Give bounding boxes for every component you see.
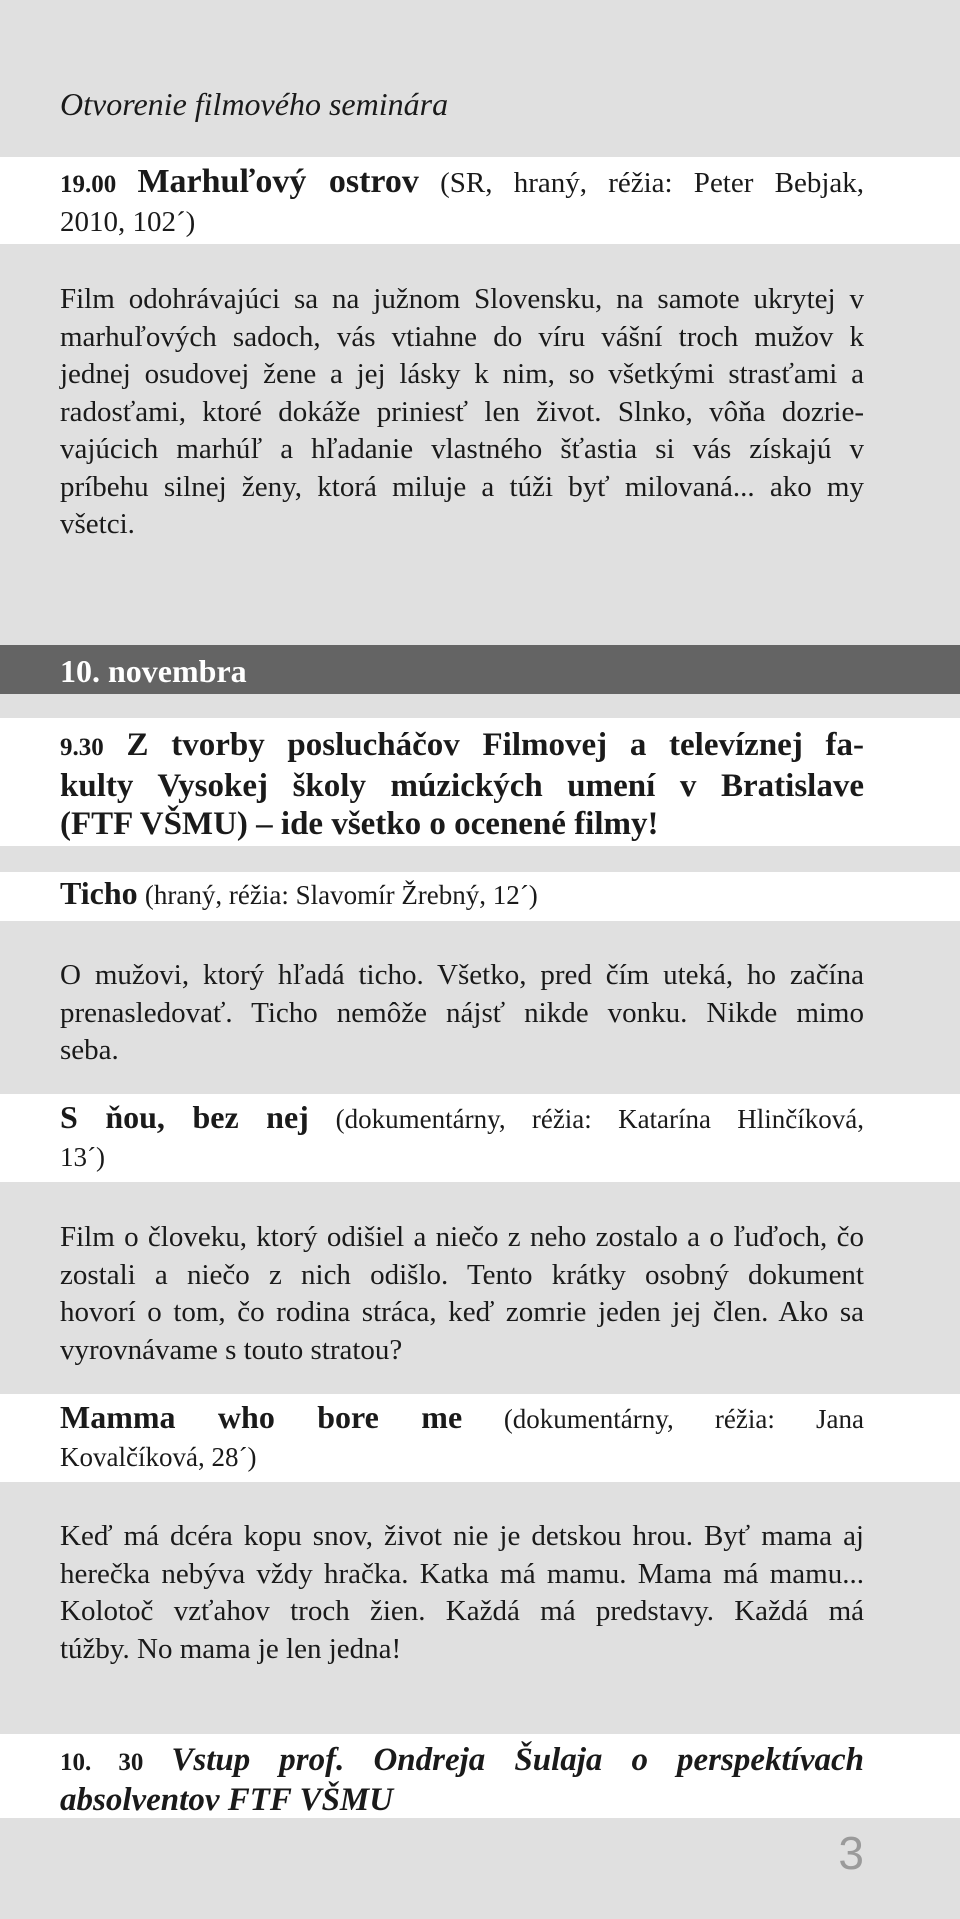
film3-title: Mamma who bore me (60, 1399, 463, 1435)
film1-title: Ticho (60, 875, 138, 911)
event3-title-cont: absolventov FTF VŠMU (60, 1781, 394, 1818)
event2-title-line (60, 726, 864, 767)
film3-title-line (60, 1399, 864, 1439)
event1-desc-line: radosťami, ktoré dokáže priniesť len život. Slnko, vôňa dozrie- (60, 395, 864, 428)
event1-title: Marhuľový ostrov (137, 163, 419, 200)
film1-description (0, 921, 960, 1094)
event2-title-part: (FTF VŠMU) – ide všetko o ocenené filmy! (60, 806, 659, 842)
film1-title-line (60, 875, 864, 915)
event1-title-line (60, 163, 864, 204)
film2-desc-line: vyrovnávame s touto stratou? (60, 1333, 403, 1366)
event2-time: 9.30 (60, 734, 104, 761)
event3-header (0, 1734, 960, 1818)
film3-description (0, 1482, 960, 1734)
film1-header (0, 872, 960, 921)
film3-header (0, 1394, 960, 1482)
film2-desc-line: Film o človeku, ktorý odišiel a niečo z neho zostalo a o ľuďoch, čo (60, 1221, 864, 1253)
seminar-heading-band (0, 0, 960, 157)
film1-desc-line: seba. (60, 1034, 119, 1066)
event1-header (0, 157, 960, 244)
page-number: 3 (838, 1827, 864, 1879)
event1-desc-line: jednej osudovej žene a jej lásky k nim, so všetkými strasťami a (60, 358, 864, 390)
date-header-band (0, 645, 960, 694)
event1-desc-line: vajúcich marhúľ a hľadanie vlastného šťastia si vás získajú v (60, 433, 864, 465)
film1-desc-line: prenasledovať. Ticho nemôže nájsť nikde vonku. Nikde mimo (60, 996, 864, 1029)
event1-desc-line: príbehu silnej ženy, ktorá miluje a túži byť milovaná... ako my (60, 470, 864, 503)
film3-desc-line: herečka nebýva vždy hračka. Katka má mamu. Mama má mamu... (60, 1557, 864, 1590)
event1-details: (SR, hraný, réžia: Peter Bebjak, (440, 167, 865, 199)
event2-title-part: Z tvorby poslucháčov Filmovej a televíznej fa- (126, 727, 864, 763)
film3-desc-line: túžby. No mama je len jedna! (60, 1632, 402, 1665)
event3-title-line (60, 1742, 864, 1782)
event1-desc-line: marhuľových sadoch, vás vtiahne do víru vášní troch mužov k (60, 320, 864, 353)
film3-desc-line: Keď má dcéra kopu snov, život nie je detskou hrou. Byť mama aj (60, 1520, 864, 1552)
film2-details-cont: 13´) (60, 1141, 105, 1172)
seminar-heading: Otvorenie filmového seminára (60, 86, 449, 122)
event3-time: 10. 30 (60, 1749, 144, 1776)
date-header: 10. novembra (60, 653, 247, 689)
event1-desc-line: všetci. (60, 508, 135, 540)
film2-description (0, 1182, 960, 1394)
event1-description (0, 244, 960, 645)
event1-time: 19.00 (60, 171, 117, 198)
film2-desc-line: zostali a niečo z nich odišlo. Tento krátky osobný dokument (60, 1258, 864, 1291)
film2-desc-line: hovorí o tom, čo rodina stráca, keď zomrie jeden jej člen. Ako sa (60, 1296, 864, 1328)
film2-title-line (60, 1099, 864, 1139)
film2-title: S ňou, bez nej (60, 1099, 309, 1135)
film3-details: (dokumentárny, réžia: Jana (503, 1404, 865, 1434)
event3-title: Vstup prof. Ondreja Šulaja o perspektívach (171, 1742, 864, 1778)
event2-header (0, 718, 960, 846)
film1-desc-line: O mužovi, ktorý hľadá ticho. Všetko, pred čím uteká, ho začína (60, 959, 864, 991)
film2-details: (dokumentárny, réžia: Katarína Hlinčíková, (335, 1104, 865, 1134)
film1-details: (hraný, réžia: Slavomír Žrebný, 12´) (144, 880, 538, 910)
event2-title-part: kulty Vysokej školy múzických umení v Bratislave (60, 768, 864, 804)
film2-header (0, 1094, 960, 1182)
film3-desc-line: Kolotoč vzťahov troch žien. Každá má predstavy. Každá má (60, 1595, 864, 1627)
event1-details-cont: 2010, 102´) (60, 205, 196, 238)
event1-desc-line: Film odohrávajúci sa na južnom Slovensku, na samote ukrytej v (60, 283, 864, 315)
film3-details-cont: Kovalčíková, 28´) (60, 1441, 257, 1472)
